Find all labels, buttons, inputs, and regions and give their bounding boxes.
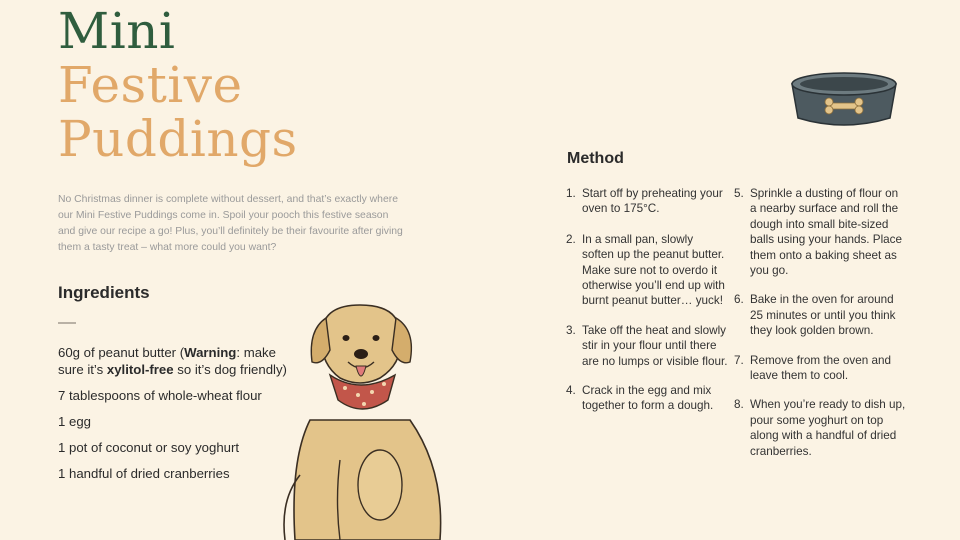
golden-retriever-illustration	[240, 300, 480, 540]
method-heading: Method	[567, 150, 624, 167]
method-step: 7. Remove from the oven and leave them to cool.	[734, 353, 891, 383]
title-line-festive: Festive	[58, 56, 243, 114]
intro-paragraph: No Christmas dinner is complete without dessert, and that’s exactly where our Mini Festive Puddings come in. Spoil your pooch this festive season and give our recipe a go! Plus, you’ll definitely be their favourite after giving them a tasty treat – what more could you want?	[58, 194, 403, 253]
dog-bowl-icon	[786, 66, 902, 136]
method-step: 8. When you’re ready to dish up, pour some yoghurt on top along with a handful of dried cranberries.	[734, 398, 906, 458]
recipe-title	[58, 4, 298, 166]
warning-label: Warning	[184, 345, 237, 360]
method-step: 4. Crack in the egg and mix together to form a dough.	[566, 384, 714, 413]
title-line-puddings: Puddings	[58, 110, 298, 168]
ingredient-item: 1 pot of coconut or soy yoghurt	[58, 440, 240, 455]
ingredient-item: 60g of peanut butter (Warning: make sure it’s xylitol-free so it’s dog friendly)	[58, 345, 287, 377]
method-step: 6. Bake in the oven for around 25 minutes or until you think they look golden brown.	[734, 293, 896, 338]
method-steps-column-left	[566, 186, 728, 414]
method-step: 3. Take off the heat and slowly stir in your flour until there are no lumps or visible flour.	[566, 323, 728, 368]
section-divider	[58, 322, 76, 324]
ingredients-heading: Ingredients	[58, 283, 150, 302]
method-step: 5. Sprinkle a dusting of flour on a nearby surface and roll the dough into small bite-sized balls using your hands. Place them onto a baking sheet as you go.	[734, 187, 903, 278]
title-line-mini: Mini	[58, 2, 176, 60]
method-step: 1. Start off by preheating your oven to 175°C.	[566, 187, 723, 216]
ingredient-item: 7 tablespoons of whole-wheat flour	[58, 388, 262, 403]
method-steps-column-right	[734, 186, 906, 459]
ingredient-item: 1 egg	[58, 414, 92, 429]
xylitol-free-label: xylitol-free	[106, 362, 174, 377]
method-step: 2. In a small pan, slowly soften up the peanut butter. Make sure not to overdo it otherwise you’ll end up with burnt peanut butter… yuck!	[566, 232, 725, 308]
ingredient-item: 1 handful of dried cranberries	[58, 466, 230, 481]
